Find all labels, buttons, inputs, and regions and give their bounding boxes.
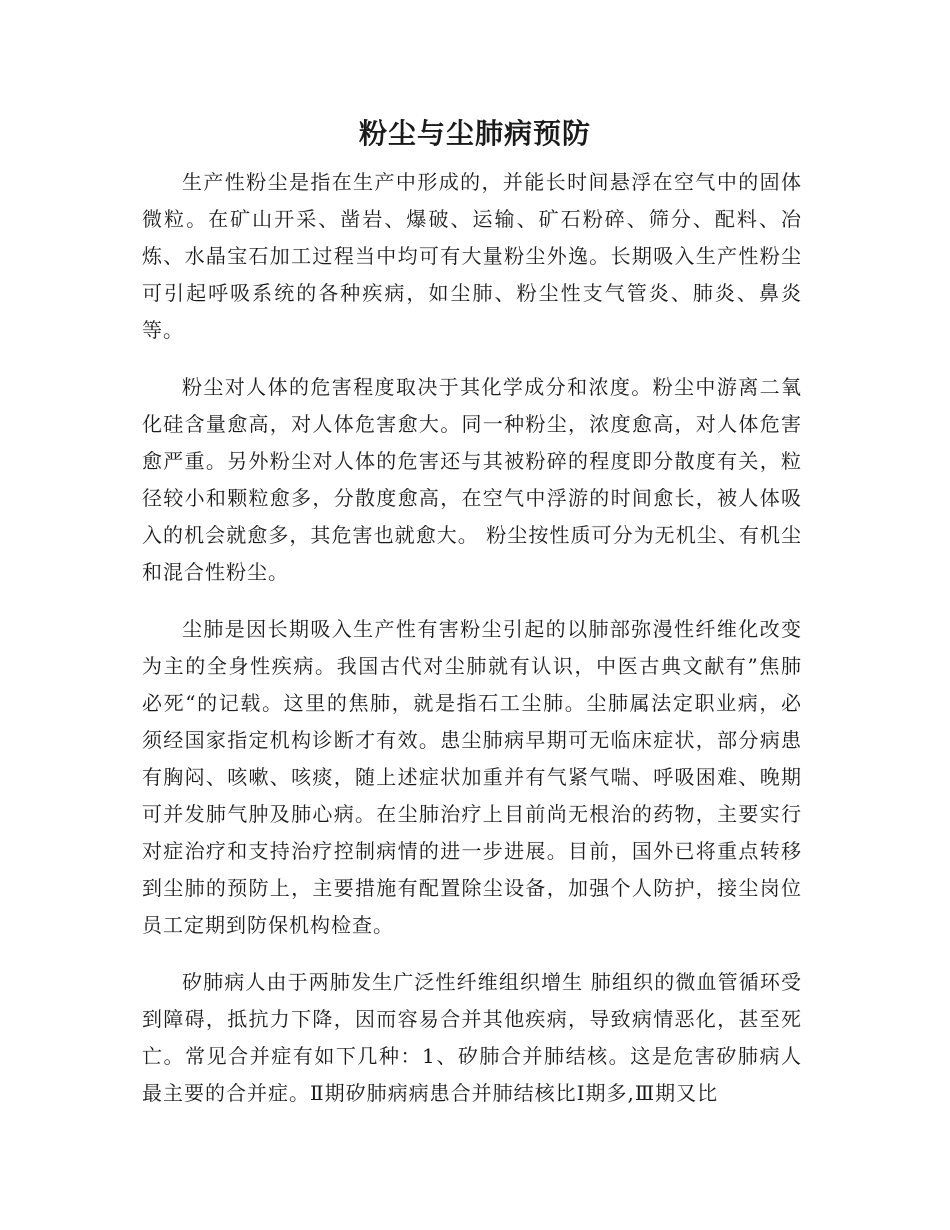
paragraph-pneumoconiosis: 尘肺是因长期吸入生产性有害粉尘引起的以肺部弥漫性纤维化改变为主的全身性疾病。我国古代对尘肺就有认识，中医古典文献有”焦肺必死“的记载。这里的焦肺，就是指石工尘肺。尘肺属法定职业病，必须经国家指定机构诊断才有效。患尘肺病早期可无临床症状，部分病患有胸闷、咳嗽、咳痰，随上述症状加重并有气紧气喘、呼吸困难、晚期可并发肺气肿及肺心病。在尘肺治疗上目前尚无根治的药物，主要实行对症治疗和支持治疗控制病情的进一步进展。目前，国外已将重点转移到尘肺的预防上，主要措施有配置除尘设备，加强个人防护，接尘岗位员工定期到防保机构检查。	[142, 617, 802, 937]
document-body	[142, 164, 802, 1132]
paragraph-silicosis-complications: 矽肺病人由于两肺发生广泛性纤维组织增生 肺组织的微血管循环受到障碍，抵抗力下降，因而容易合并其他疾病，导致病情恶化，甚至死亡。常见合并症有如下几种：1、矽肺合并肺结核。这是危害矽肺病人最主要的合并症。Ⅱ期矽肺病病患合并肺结核比Ⅰ期多,Ⅲ期又比	[142, 970, 802, 1105]
paragraph-productive-dust: 生产性粉尘是指在生产中形成的，并能长时间悬浮在空气中的固体微粒。在矿山开采、凿岩、爆破、运输、矿石粉碎、筛分、配料、冶炼、水晶宝石加工过程当中均可有大量粉尘外逸。长期吸入生产性粉尘可引起呼吸系统的各种疾病，如尘肺、粉尘性支气管炎、肺炎、鼻炎等。	[142, 170, 802, 342]
paragraph-dust-hazard: 粉尘对人体的危害程度取决于其化学成分和浓度。粉尘中游离二氧化硅含量愈高，对人体危害愈大。同一种粉尘，浓度愈高，对人体危害愈严重。另外粉尘对人体的危害还与其被粉碎的程度即分散度有关，粒径较小和颗粒愈多，分散度愈高，在空气中浮游的时间愈长，被人体吸入的机会就愈多，其危害也就愈大。 粉尘按性质可分为无机尘、有机尘和混合性粉尘。	[142, 375, 802, 584]
document-title: 粉尘与尘肺病预防	[358, 117, 591, 150]
